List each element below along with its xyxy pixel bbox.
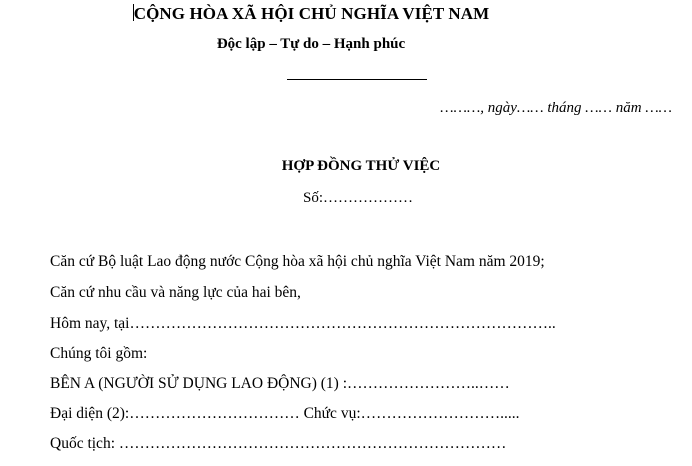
parties-intro-line: Chúng tôi gồm: <box>50 345 148 362</box>
nationality-line: Quốc tịch: ………………………………………………………………… <box>50 435 507 452</box>
date-line: ………, ngày…… tháng …… năm …… <box>440 100 672 116</box>
place-line: Hôm nay, tại……………………………………………………………………….. <box>50 315 556 332</box>
motto-underline <box>287 79 427 80</box>
representative-line: Đại diện (2):…………………………… Chức vụ:………………………..... <box>50 405 520 422</box>
needs-basis-line: Căn cứ nhu cầu và năng lực của hai bên, <box>50 284 301 301</box>
motto: Độc lập – Tự do – Hạnh phúc <box>216 36 406 52</box>
national-title <box>0 4 622 24</box>
legal-basis-line: Căn cứ Bộ luật Lao động nước Cộng hòa xã hội chủ nghĩa Việt Nam năm 2019; <box>50 253 545 270</box>
contract-title: HỢP ĐỒNG THỬ VIỆC <box>281 158 441 174</box>
national-title-text: CỘNG HÒA XÃ HỘI CHỦ NGHĨA VIỆT NAM <box>133 4 490 23</box>
party-a-line: BÊN A (NGƯỜI SỬ DỤNG LAO ĐỘNG) (1) :……………………..…… <box>50 375 510 392</box>
contract-number: Số:……………… <box>303 190 414 206</box>
